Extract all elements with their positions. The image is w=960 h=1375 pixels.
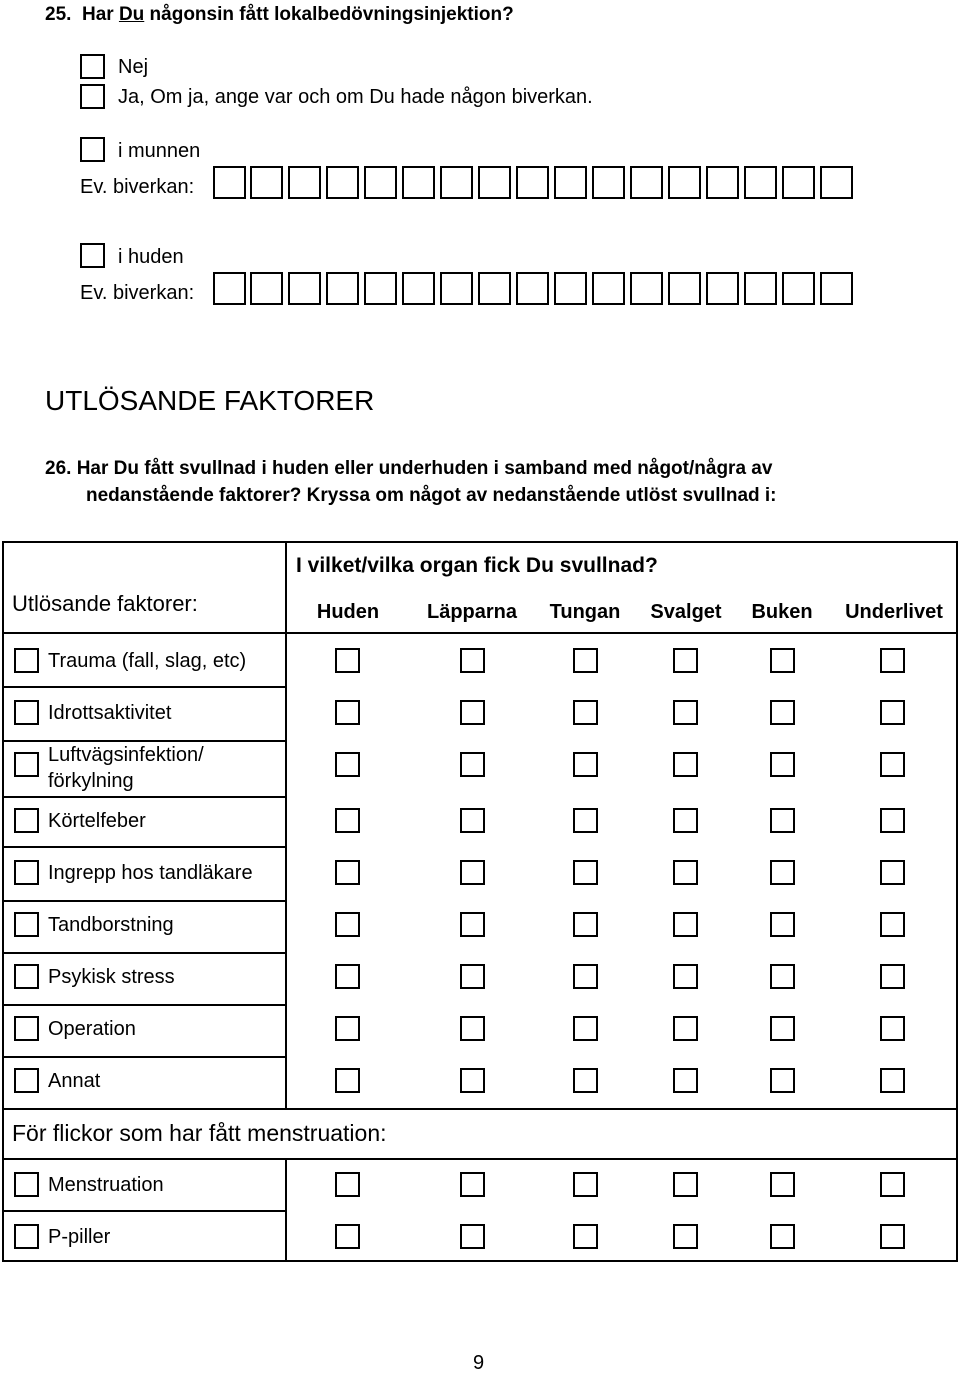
- trigger-row-5-organ-checkbox-1[interactable]: [335, 860, 360, 885]
- char-box[interactable]: [554, 272, 587, 305]
- girls-heading: För flickor som har fått menstruation:: [12, 1120, 387, 1146]
- row-divider-8: [2, 1056, 286, 1058]
- column-header-svalget: Svalget: [650, 601, 722, 623]
- trigger-row-1-organ-checkbox-2[interactable]: [460, 648, 485, 673]
- char-box[interactable]: [592, 272, 625, 305]
- checkbox-i-huden[interactable]: [80, 243, 105, 268]
- trigger-row-8-organ-checkbox-3[interactable]: [573, 1016, 598, 1041]
- char-box[interactable]: [213, 166, 246, 199]
- trigger-row-4-checkbox[interactable]: [14, 808, 39, 833]
- trigger-row-9-label: Annat: [48, 1070, 101, 1092]
- trigger-row-1-organ-checkbox-3[interactable]: [573, 648, 598, 673]
- trigger-row-9-organ-checkbox-5[interactable]: [770, 1068, 795, 1093]
- trigger-row-8-label: Operation: [48, 1018, 136, 1040]
- trigger-row-1-organ-checkbox-1[interactable]: [335, 648, 360, 673]
- trigger-row-3-label: Luftvägsinfektion/: [48, 744, 204, 766]
- trigger-row-6-organ-checkbox-3[interactable]: [573, 912, 598, 937]
- trigger-row-8-organ-checkbox-2[interactable]: [460, 1016, 485, 1041]
- trigger-row-9-organ-checkbox-3[interactable]: [573, 1068, 598, 1093]
- char-box[interactable]: [288, 272, 321, 305]
- table-border-bottom: [2, 1260, 958, 1262]
- trigger-row-5-organ-checkbox-2[interactable]: [460, 860, 485, 885]
- char-box[interactable]: [288, 166, 321, 199]
- trigger-row-3-label-line2: förkylning: [48, 770, 134, 792]
- girls-row-1-checkbox[interactable]: [14, 1172, 39, 1197]
- char-box[interactable]: [744, 166, 777, 199]
- option-i-huden-label: i huden: [118, 246, 184, 268]
- girls-row-1-organ-checkbox-4[interactable]: [673, 1172, 698, 1197]
- trigger-row-2-organ-checkbox-6[interactable]: [880, 700, 905, 725]
- question-26-line1: 26. Har Du fått svullnad i huden eller underhuden i samband med något/några av: [45, 458, 773, 479]
- trigger-row-3-organ-checkbox-5[interactable]: [770, 752, 795, 777]
- char-box[interactable]: [440, 272, 473, 305]
- char-box[interactable]: [630, 272, 663, 305]
- organ-question: I vilket/vilka organ fick Du svullnad?: [296, 554, 658, 577]
- char-box[interactable]: [326, 166, 359, 199]
- girls-row-2-organ-checkbox-5[interactable]: [770, 1224, 795, 1249]
- char-box[interactable]: [630, 166, 663, 199]
- column-header-tungan: Tungan: [549, 601, 621, 623]
- char-box[interactable]: [478, 166, 511, 199]
- char-box[interactable]: [364, 166, 397, 199]
- trigger-row-7-organ-checkbox-1[interactable]: [335, 964, 360, 989]
- trigger-row-5-organ-checkbox-5[interactable]: [770, 860, 795, 885]
- girls-row-2-organ-checkbox-4[interactable]: [673, 1224, 698, 1249]
- char-box[interactable]: [554, 166, 587, 199]
- trigger-row-4-organ-checkbox-1[interactable]: [335, 808, 360, 833]
- char-box[interactable]: [326, 272, 359, 305]
- trigger-row-8-organ-checkbox-5[interactable]: [770, 1016, 795, 1041]
- trigger-row-2-organ-checkbox-3[interactable]: [573, 700, 598, 725]
- trigger-row-3-organ-checkbox-4[interactable]: [673, 752, 698, 777]
- trigger-row-6-organ-checkbox-5[interactable]: [770, 912, 795, 937]
- ev-biverkan-label-1: Ev. biverkan:: [80, 176, 195, 198]
- trigger-row-5-organ-checkbox-3[interactable]: [573, 860, 598, 885]
- girls-row-1-organ-checkbox-2[interactable]: [460, 1172, 485, 1197]
- girls-row-2-label: P-piller: [48, 1226, 111, 1248]
- char-box[interactable]: [668, 272, 701, 305]
- option-i-munnen-label: i munnen: [118, 140, 201, 162]
- char-box[interactable]: [516, 272, 549, 305]
- girls-row-2-checkbox[interactable]: [14, 1224, 39, 1249]
- trigger-row-4-organ-checkbox-5[interactable]: [770, 808, 795, 833]
- char-box[interactable]: [516, 166, 549, 199]
- char-box[interactable]: [250, 272, 283, 305]
- trigger-row-2-label: Idrottsaktivitet: [48, 702, 172, 724]
- trigger-row-8-organ-checkbox-6[interactable]: [880, 1016, 905, 1041]
- char-box[interactable]: [402, 272, 435, 305]
- row-divider-girls: [2, 1210, 286, 1212]
- trigger-row-3-organ-checkbox-3[interactable]: [573, 752, 598, 777]
- char-box[interactable]: [782, 166, 815, 199]
- column-header-buken: Buken: [751, 601, 813, 623]
- char-box[interactable]: [782, 272, 815, 305]
- row-divider-3: [2, 796, 286, 798]
- char-box[interactable]: [706, 166, 739, 199]
- checkbox-ja[interactable]: [80, 84, 105, 109]
- row-divider-5: [2, 900, 286, 902]
- table-border-top: [2, 541, 958, 543]
- trigger-row-4-organ-checkbox-4[interactable]: [673, 808, 698, 833]
- trigger-row-2-checkbox[interactable]: [14, 700, 39, 725]
- trigger-row-3-organ-checkbox-1[interactable]: [335, 752, 360, 777]
- column-header-lapparna: Läpparna: [426, 601, 518, 623]
- girls-row-1-organ-checkbox-1[interactable]: [335, 1172, 360, 1197]
- trigger-row-1-organ-checkbox-6[interactable]: [880, 648, 905, 673]
- question-26-line2: nedanstående faktorer? Kryssa om något av nedanstående utlöst svullnad i:: [86, 485, 777, 506]
- trigger-row-6-label: Tandborstning: [48, 914, 174, 936]
- column-header-underlivet: Underlivet: [845, 601, 943, 623]
- girls-row-2-organ-checkbox-6[interactable]: [880, 1224, 905, 1249]
- trigger-row-4-organ-checkbox-2[interactable]: [460, 808, 485, 833]
- char-box[interactable]: [213, 272, 246, 305]
- trigger-row-2-organ-checkbox-4[interactable]: [673, 700, 698, 725]
- char-box[interactable]: [706, 272, 739, 305]
- trigger-row-7-label: Psykisk stress: [48, 966, 175, 988]
- table-divider-main: [285, 541, 287, 1108]
- trigger-row-3-checkbox[interactable]: [14, 752, 39, 777]
- trigger-row-1-organ-checkbox-5[interactable]: [770, 648, 795, 673]
- girls-row-2-organ-checkbox-1[interactable]: [335, 1224, 360, 1249]
- trigger-row-5-organ-checkbox-6[interactable]: [880, 860, 905, 885]
- section-heading: UTLÖSANDE FAKTORER: [45, 385, 375, 416]
- trigger-row-6-checkbox[interactable]: [14, 912, 39, 937]
- char-box[interactable]: [668, 166, 701, 199]
- table-border-right: [956, 541, 958, 1262]
- question-25-title: 25. Har Du någonsin fått lokalbedövningsinjektion?: [45, 4, 514, 25]
- girls-row-2-organ-checkbox-3[interactable]: [573, 1224, 598, 1249]
- char-box[interactable]: [592, 166, 625, 199]
- char-box[interactable]: [744, 272, 777, 305]
- row-divider-2: [2, 740, 286, 742]
- char-box[interactable]: [820, 166, 853, 199]
- trigger-row-7-organ-checkbox-2[interactable]: [460, 964, 485, 989]
- trigger-row-8-organ-checkbox-1[interactable]: [335, 1016, 360, 1041]
- trigger-row-2-organ-checkbox-2[interactable]: [460, 700, 485, 725]
- trigger-row-1-organ-checkbox-4[interactable]: [673, 648, 698, 673]
- trigger-row-9-organ-checkbox-6[interactable]: [880, 1068, 905, 1093]
- checkbox-nej[interactable]: [80, 54, 105, 79]
- trigger-row-7-organ-checkbox-5[interactable]: [770, 964, 795, 989]
- trigger-row-2-organ-checkbox-1[interactable]: [335, 700, 360, 725]
- trigger-row-9-organ-checkbox-1[interactable]: [335, 1068, 360, 1093]
- trigger-row-1-label: Trauma (fall, slag, etc): [48, 650, 247, 672]
- trigger-row-4-organ-checkbox-3[interactable]: [573, 808, 598, 833]
- checkbox-i-munnen[interactable]: [80, 137, 105, 162]
- girls-row-1-organ-checkbox-6[interactable]: [880, 1172, 905, 1197]
- column-header-huden: Huden: [316, 601, 380, 623]
- char-box[interactable]: [364, 272, 397, 305]
- row-divider-1: [2, 686, 286, 688]
- trigger-row-1-checkbox[interactable]: [14, 648, 39, 673]
- trigger-row-4-organ-checkbox-6[interactable]: [880, 808, 905, 833]
- trigger-row-7-organ-checkbox-6[interactable]: [880, 964, 905, 989]
- trigger-row-5-organ-checkbox-4[interactable]: [673, 860, 698, 885]
- girls-row-1-organ-checkbox-5[interactable]: [770, 1172, 795, 1197]
- trigger-row-7-organ-checkbox-3[interactable]: [573, 964, 598, 989]
- trigger-row-6-organ-checkbox-1[interactable]: [335, 912, 360, 937]
- option-ja-label: Ja, Om ja, ange var och om Du hade någon biverkan.: [118, 86, 593, 108]
- girls-row-1-organ-checkbox-3[interactable]: [573, 1172, 598, 1197]
- table-header-divider: [2, 632, 958, 634]
- trigger-row-7-organ-checkbox-4[interactable]: [673, 964, 698, 989]
- row-divider-9: [2, 1108, 958, 1110]
- trigger-row-9-organ-checkbox-2[interactable]: [460, 1068, 485, 1093]
- trigger-row-8-organ-checkbox-4[interactable]: [673, 1016, 698, 1041]
- girls-heading-divider: [2, 1158, 958, 1160]
- trigger-row-3-organ-checkbox-6[interactable]: [880, 752, 905, 777]
- trigger-row-8-checkbox[interactable]: [14, 1016, 39, 1041]
- trigger-row-5-checkbox[interactable]: [14, 860, 39, 885]
- row-divider-4: [2, 846, 286, 848]
- trigger-row-5-label: Ingrepp hos tandläkare: [48, 862, 253, 884]
- char-box[interactable]: [402, 166, 435, 199]
- girls-row-2-organ-checkbox-2[interactable]: [460, 1224, 485, 1249]
- trigger-row-3-organ-checkbox-2[interactable]: [460, 752, 485, 777]
- option-nej-label: Nej: [118, 56, 149, 78]
- page-number: 9: [473, 1352, 485, 1374]
- trigger-row-6-organ-checkbox-6[interactable]: [880, 912, 905, 937]
- girls-row-1-label: Menstruation: [48, 1174, 164, 1196]
- char-box[interactable]: [250, 166, 283, 199]
- trigger-row-6-organ-checkbox-2[interactable]: [460, 912, 485, 937]
- char-box[interactable]: [478, 272, 511, 305]
- table-left-header: Utlösande faktorer:: [12, 591, 198, 616]
- trigger-row-4-label: Körtelfeber: [48, 810, 146, 832]
- trigger-row-9-checkbox[interactable]: [14, 1068, 39, 1093]
- ev-biverkan-label-2: Ev. biverkan:: [80, 282, 195, 304]
- trigger-row-9-organ-checkbox-4[interactable]: [673, 1068, 698, 1093]
- row-divider-7: [2, 1004, 286, 1006]
- trigger-row-2-organ-checkbox-5[interactable]: [770, 700, 795, 725]
- trigger-row-7-checkbox[interactable]: [14, 964, 39, 989]
- char-box[interactable]: [820, 272, 853, 305]
- char-box[interactable]: [440, 166, 473, 199]
- row-divider-6: [2, 952, 286, 954]
- trigger-row-6-organ-checkbox-4[interactable]: [673, 912, 698, 937]
